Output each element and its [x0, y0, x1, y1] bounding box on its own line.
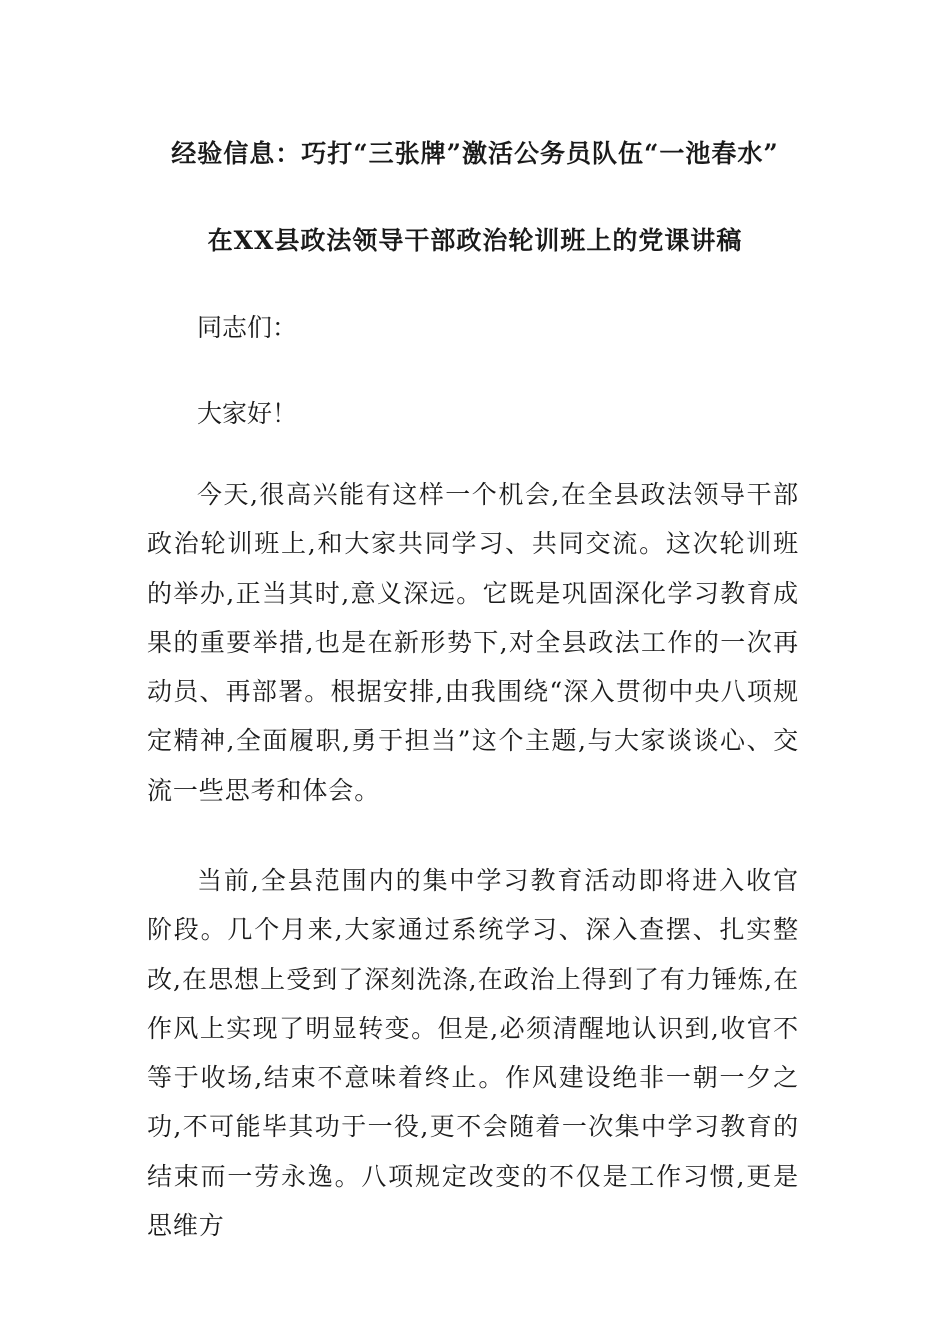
- body-paragraph-1: 今天,很高兴能有这样一个机会,在全县政法领导干部政治轮训班上,和大家共同学习、共同交流。这次轮训班的举办,正当其时,意义深远。它既是巩固深化学习教育成果的重要举措,也是在新形势下,对全县政法工作的一次再动员、再部署。根据安排,由我围绕“深入贯彻中央八项规定精神,全面履职,勇于担当”这个主题,与大家谈谈心、交流一些思考和体会。: [147, 480, 799, 805]
- greeting-text: 大家好！: [197, 399, 298, 428]
- body-paragraph-2: 当前,全县范围内的集中学习教育活动即将进入收官阶段。几个月来,大家通过系统学习、深入查摆、扎实整改,在思想上受到了深刻洗涤,在政治上得到了有力锤炼,在作风上实现了明显转变。但是,必须清醒地认识到,收官不等于收场,结束不意味着终止。作风建设绝非一朝一夕之功,不可能毕其功于一役,更不会随着一次集中学习教育的结束而一劳永逸。八项规定改变的不仅是工作习惯,更是思维方: [147, 866, 799, 1241]
- document-subtitle: 在XX县政法领导干部政治轮训班上的党课讲稿: [207, 226, 743, 255]
- document-title: 经验信息：巧打“三张牌”激活公务员队伍“一池春水”: [171, 139, 779, 168]
- salutation-text: 同志们：: [197, 313, 298, 342]
